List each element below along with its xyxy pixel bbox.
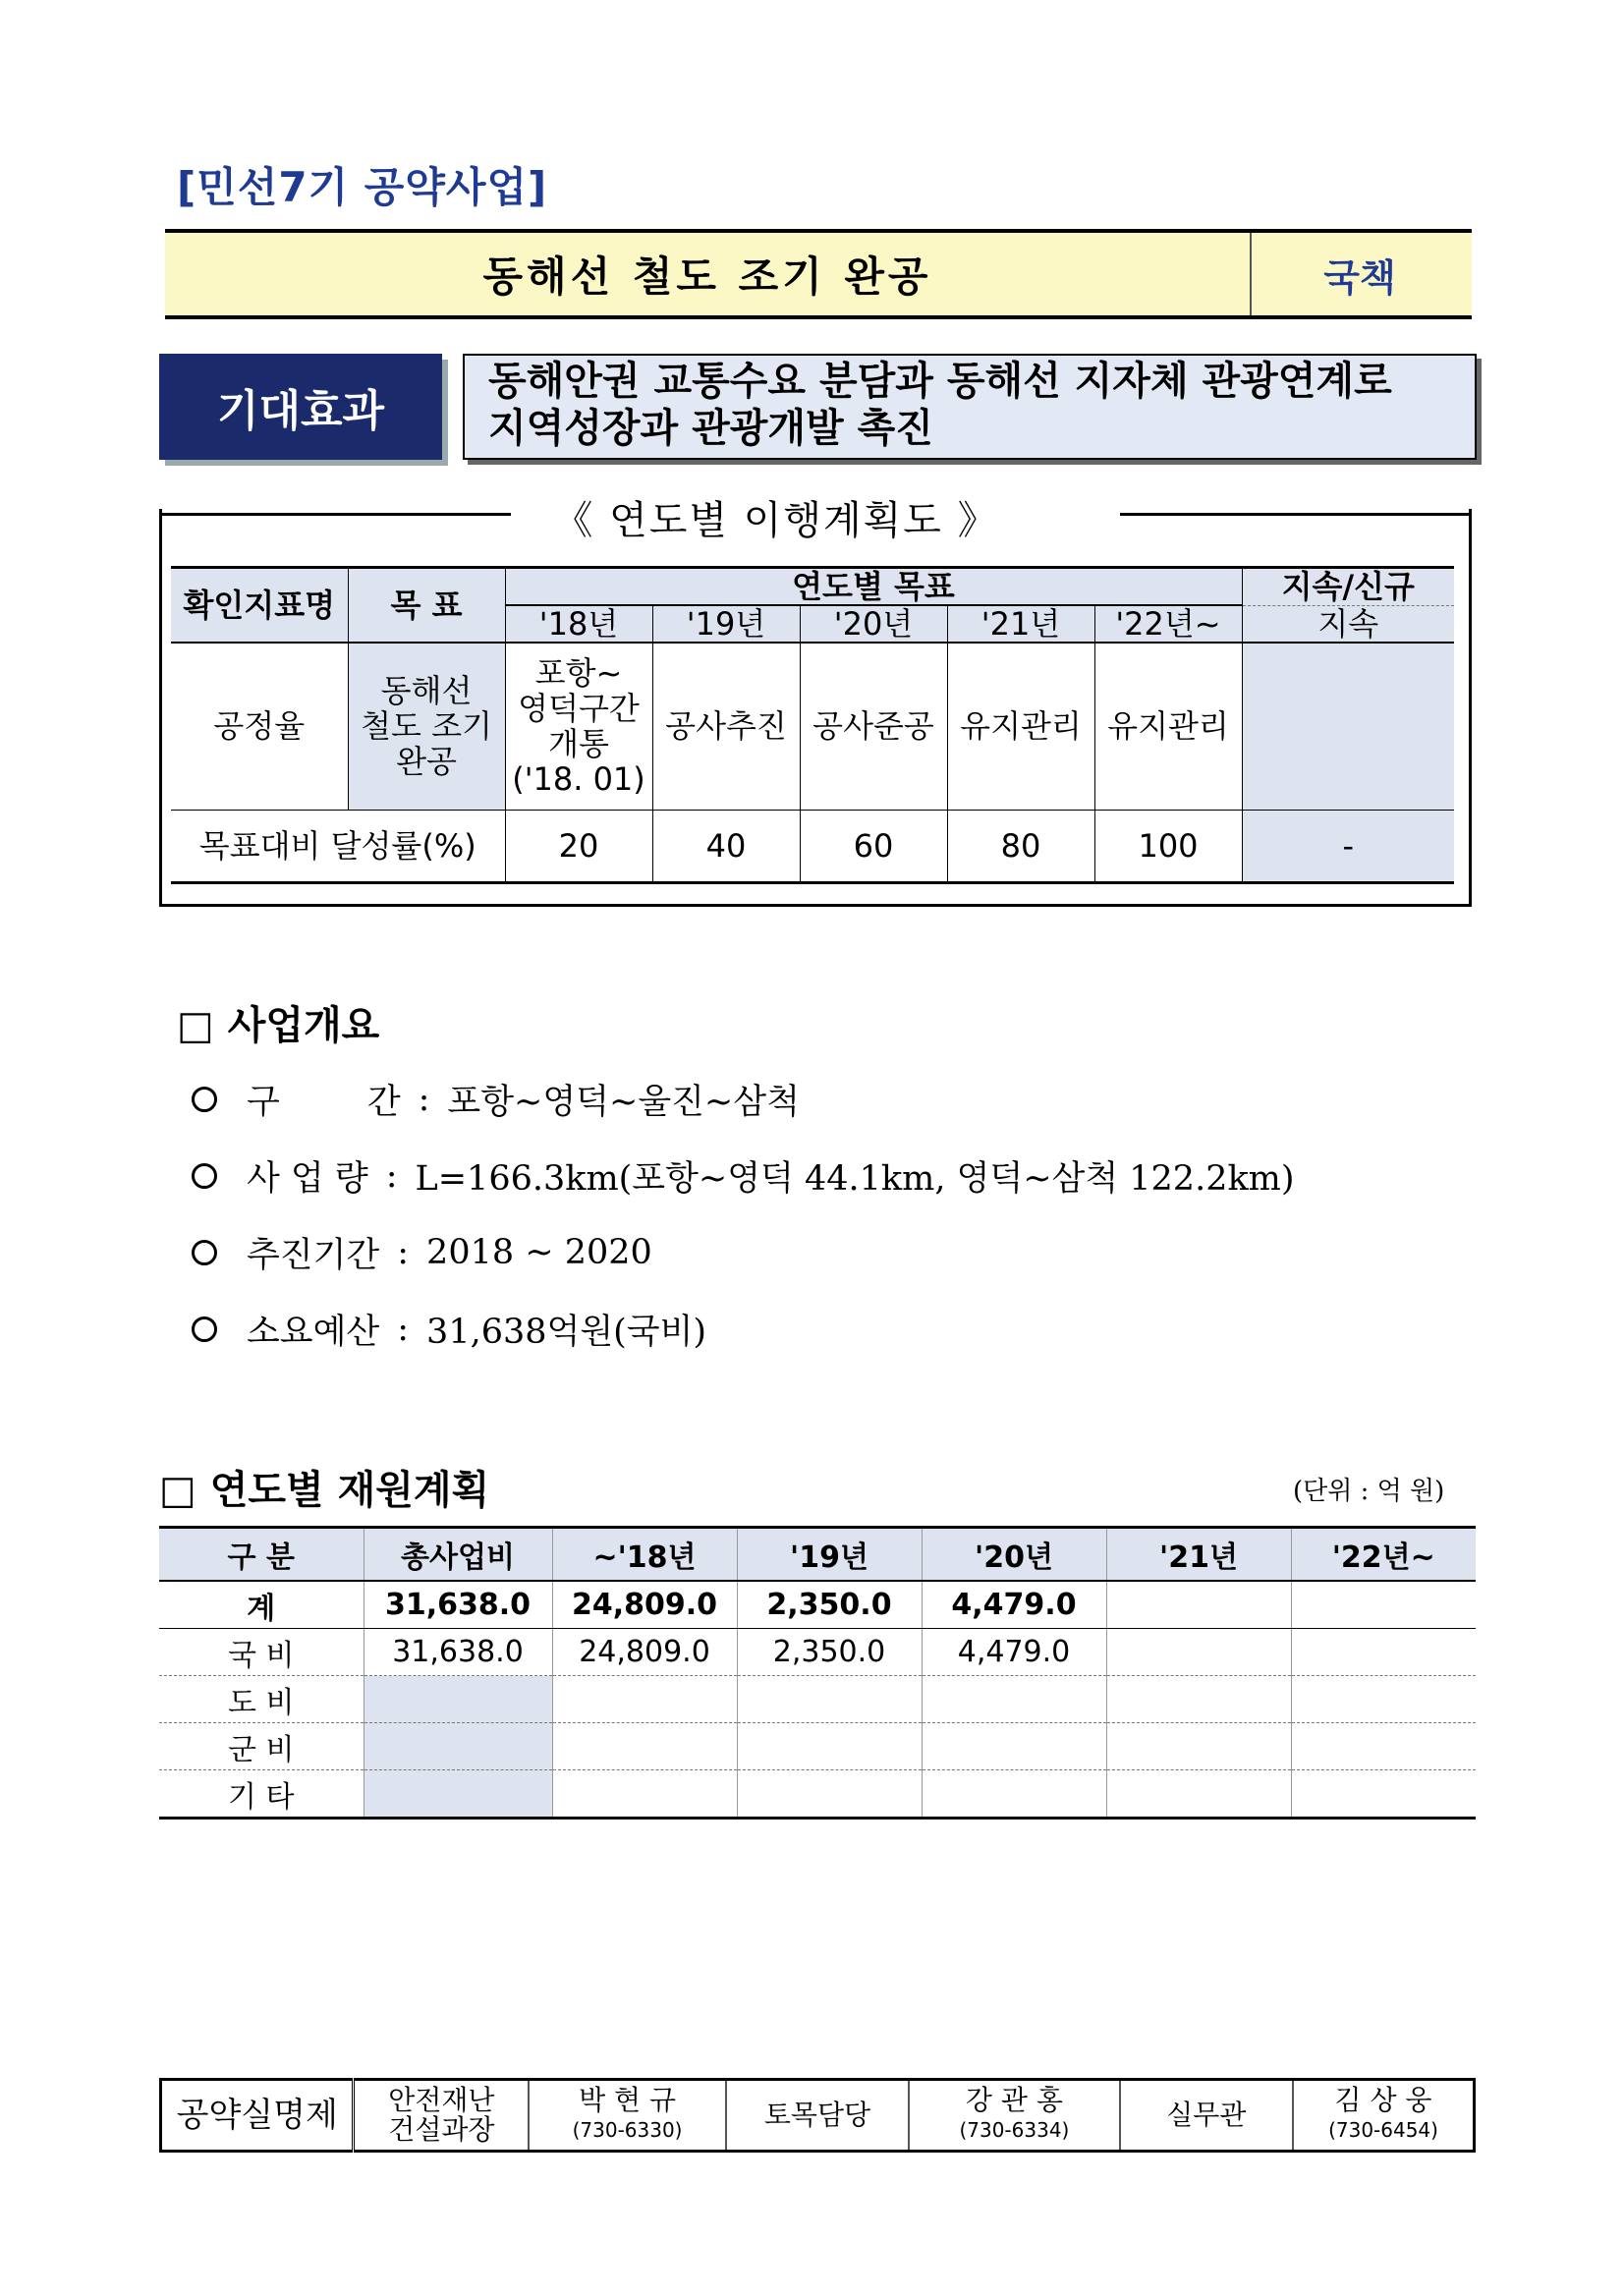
outline-item [192, 1075, 800, 1124]
title-box [165, 229, 1472, 319]
budget-cell [922, 1770, 1106, 1819]
footer-manager-tel: (730-6330) [572, 2118, 683, 2142]
footer-staff [909, 2080, 1119, 2152]
plan-year-22: '22년~ [1094, 605, 1242, 643]
outline-colon: : [397, 1233, 410, 1272]
plan-cell-status [1242, 643, 1454, 810]
budget-unit: (단위 : 억 원) [1293, 1477, 1445, 1506]
plan-rate-21: 80 [947, 810, 1094, 882]
outline-item-value: 31,638억원(국비) [426, 1313, 707, 1352]
category-label: 국책 [1323, 255, 1396, 300]
budget-cell [1106, 1581, 1291, 1629]
plan-cell-20: 공사준공 [800, 643, 947, 810]
plan-status-value: 지속 [1242, 605, 1454, 643]
outline-colon: : [418, 1080, 430, 1119]
budget-row [159, 1581, 1476, 1629]
budget-row-label: 군 비 [159, 1723, 364, 1770]
plan-header-indicator: 확인지표명 [171, 568, 348, 644]
budget-col-header: ~'18년 [552, 1528, 737, 1582]
budget-col-header: 총사업비 [364, 1528, 552, 1582]
effect-box [463, 354, 1477, 460]
budget-cell [1106, 1770, 1291, 1819]
budget-cell [364, 1770, 552, 1819]
budget-cell: 24,809.0 [552, 1629, 737, 1676]
footer-officer-tel: (730-6454) [1328, 2118, 1438, 2142]
plan-header-goal: 목 표 [348, 568, 505, 644]
outline-item-label: 소요예산 [247, 1313, 380, 1352]
budget-row [159, 1770, 1476, 1819]
budget-cell [1291, 1629, 1476, 1676]
plan-cell-line: ('18. 01) [512, 760, 645, 799]
budget-col-header: '19년 [737, 1528, 922, 1582]
plan-rate-18: 20 [505, 810, 652, 882]
budget-row [159, 1723, 1476, 1770]
budget-cell [364, 1676, 552, 1723]
outline-colon: : [397, 1310, 410, 1349]
footer-officer-name: 김 상 웅 [1334, 2084, 1432, 2116]
budget-cell: 2,350.0 [737, 1629, 922, 1676]
budget-cell [1291, 1676, 1476, 1723]
budget-cell [1106, 1629, 1291, 1676]
bullet-circle-icon [192, 1316, 217, 1342]
budget-row-label: 기 타 [228, 1779, 295, 1815]
outline-item-label: 사 업 량 [247, 1159, 368, 1199]
footer-manager-name: 박 현 규 [579, 2084, 677, 2116]
footer-dept [354, 2080, 529, 2152]
plan-rate-status: - [1242, 810, 1454, 882]
plan-goal-line: 철도 조기 [361, 707, 492, 746]
outline-item-label: 구 간 [247, 1083, 401, 1122]
budget-col-header: '21년 [1106, 1528, 1291, 1582]
outline-item [192, 1151, 1295, 1201]
budget-col-header: '20년 [922, 1528, 1106, 1582]
plan-frame-top-left [159, 513, 511, 516]
outline-item-value: 2018 ~ 2020 [426, 1233, 652, 1272]
budget-cell: 31,638.0 [364, 1581, 552, 1629]
budget-heading: □ 연도별 재원계획 [159, 1468, 490, 1513]
plan-rate-label: 목표대비 달성률(%) [171, 810, 505, 882]
budget-cell [1291, 1581, 1476, 1629]
outline-item-value: 포항~영덕~울진~삼척 [447, 1083, 800, 1122]
budget-cell [1291, 1723, 1476, 1770]
footer-dept-line: 안전재난 [388, 2084, 495, 2116]
plan-year-21: '21년 [947, 605, 1094, 643]
outline-item-label: 추진기간 [247, 1236, 380, 1275]
budget-row-label: 국 비 [159, 1629, 364, 1676]
budget-cell: 2,350.0 [737, 1581, 922, 1629]
effect-line-1: 동해안권 교통수요 분담과 동해선 지자체 관광연계로 [488, 359, 1392, 404]
footer-dept-line: 건설과장 [388, 2113, 495, 2146]
bullet-circle-icon [192, 1087, 217, 1112]
budget-cell [922, 1723, 1106, 1770]
outline-colon: : [385, 1156, 398, 1196]
plan-rate-22: 100 [1094, 810, 1242, 882]
budget-cell [1291, 1770, 1476, 1819]
plan-cell-line: 영덕구간 [518, 690, 640, 728]
footer-label: 공약실명제 [161, 2080, 354, 2152]
plan-goal-value [348, 643, 505, 810]
plan-cell-22: 유지관리 [1094, 643, 1242, 810]
footer-manager [529, 2080, 725, 2152]
plan-goal-line: 완공 [396, 743, 457, 781]
plan-year-18: '18년 [505, 605, 652, 643]
plan-rate-19: 40 [652, 810, 800, 882]
budget-cell [737, 1723, 922, 1770]
plan-cell-18 [505, 643, 652, 810]
pledge-footer [159, 2078, 1476, 2153]
footer-title2: 실무관 [1120, 2080, 1293, 2152]
footer-role: 토목담당 [726, 2080, 909, 2152]
plan-frame-top-right [1120, 513, 1472, 516]
budget-cell: 31,638.0 [364, 1629, 552, 1676]
plan-table [171, 566, 1454, 884]
budget-row-label: 도 비 [159, 1676, 364, 1723]
outline-item [192, 1228, 652, 1277]
plan-rate-20: 60 [800, 810, 947, 882]
plan-goal-line: 동해선 [380, 672, 473, 710]
effect-label: 기대효과 [159, 354, 442, 460]
plan-year-20: '20년 [800, 605, 947, 643]
budget-cell [552, 1676, 737, 1723]
footer-staff-name: 강 관 홍 [965, 2084, 1063, 2116]
budget-cell [1106, 1676, 1291, 1723]
plan-cell-21: 유지관리 [947, 643, 1094, 810]
budget-table [159, 1526, 1476, 1820]
effect-line-2: 지역성장과 관광개발 촉진 [488, 406, 933, 451]
plan-cell-line: 포항~ [534, 654, 623, 693]
bullet-circle-icon [192, 1240, 217, 1265]
outline-heading: □ 사업개요 [177, 1003, 380, 1048]
budget-cell [737, 1676, 922, 1723]
plan-year-19: '19년 [652, 605, 800, 643]
budget-cell [1106, 1723, 1291, 1770]
plan-indicator-value: 공정율 [171, 643, 348, 810]
budget-cell [552, 1723, 737, 1770]
budget-cell [922, 1676, 1106, 1723]
budget-cell: 4,479.0 [922, 1629, 1106, 1676]
budget-cell [552, 1770, 737, 1819]
plan-cell-line: 개통 [548, 725, 609, 763]
budget-row-label: 계 [159, 1581, 364, 1629]
budget-row [159, 1676, 1476, 1723]
bullet-circle-icon [192, 1163, 217, 1189]
plan-title: 《 연도별 이행계획도 》 [511, 489, 1041, 540]
budget-cell [364, 1723, 552, 1770]
page-title: 동해선 철도 조기 완공 [482, 252, 932, 301]
plan-cell-19: 공사추진 [652, 643, 800, 810]
outline-item [192, 1305, 706, 1354]
budget-col-header: 구 분 [159, 1528, 364, 1582]
outline-item-value: L=166.3km(포항~영덕 44.1km, 영덕~삼척 122.2km) [415, 1159, 1295, 1199]
budget-col-header: '22년~ [1291, 1528, 1476, 1582]
plan-header-yearly-goal: 연도별 목표 [505, 568, 1242, 606]
footer-officer [1293, 2080, 1474, 2152]
plan-header-status: 지속/신규 [1242, 568, 1454, 606]
budget-cell: 24,809.0 [552, 1581, 737, 1629]
footer-staff-tel: (730-6334) [959, 2118, 1070, 2142]
budget-cell [737, 1770, 922, 1819]
budget-row [159, 1629, 1476, 1676]
project-tag: [민선7기 공약사업] [177, 163, 548, 211]
budget-cell: 4,479.0 [922, 1581, 1106, 1629]
